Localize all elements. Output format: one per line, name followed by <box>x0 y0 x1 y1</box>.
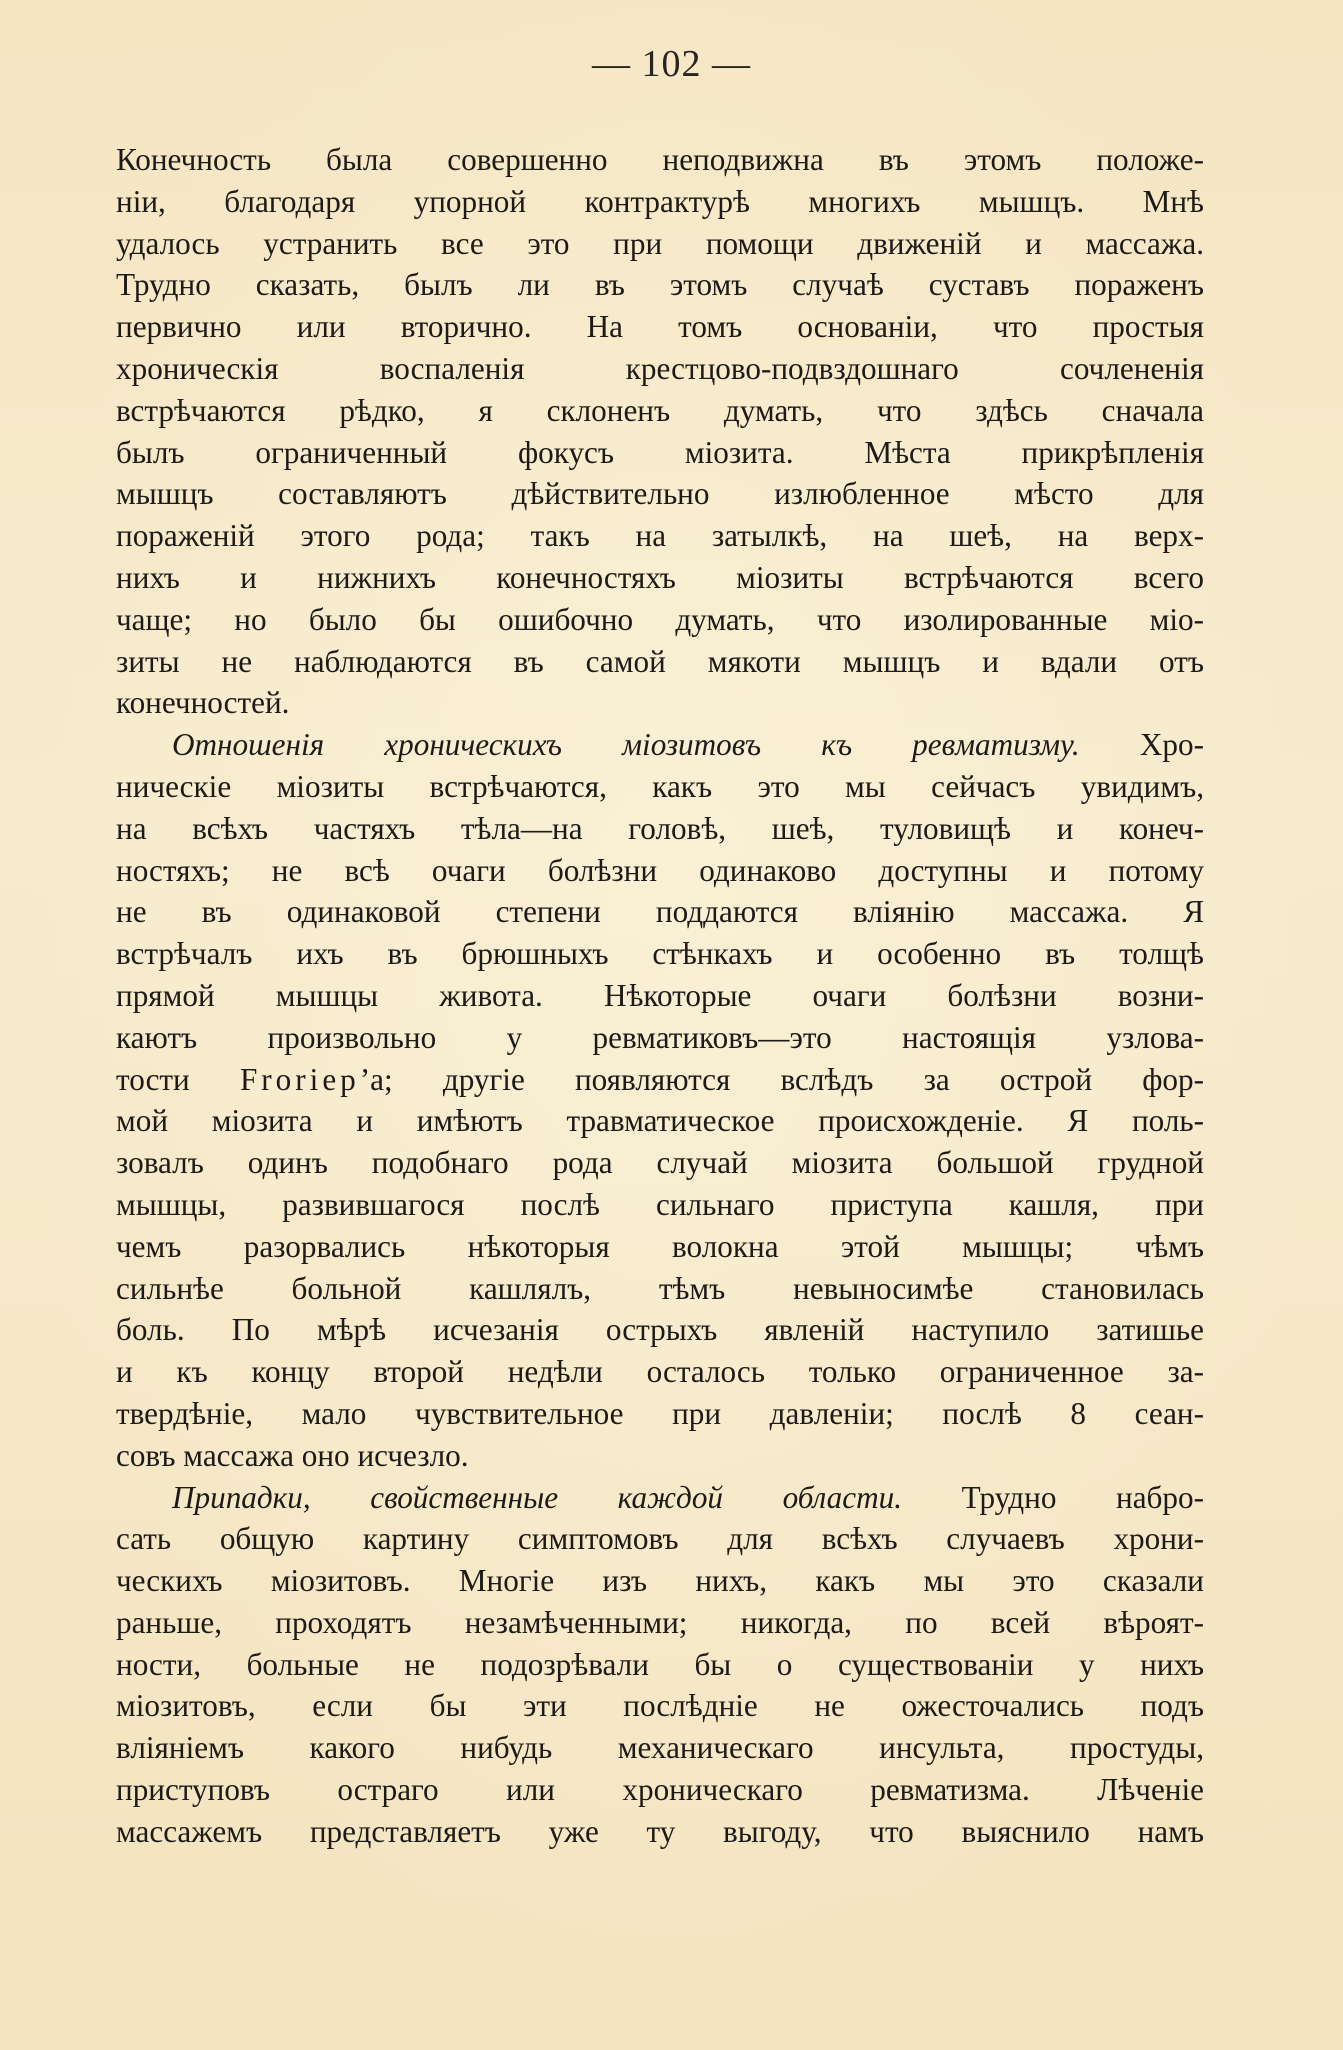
text-line: конечностей. <box>116 685 290 721</box>
text-line: твердѣніе, мало чувствительное при давленіи; послѣ 8 сеан- <box>116 1395 1204 1431</box>
text-line: ности, больные не подозрѣвали бы о существованіи у нихъ <box>116 1646 1204 1682</box>
text-line: Конечность была совершенно неподвижна въ этомъ положе- <box>116 142 1204 177</box>
text-line: удалось устранить все это при помощи движеній и массажа. <box>116 225 1204 261</box>
text-line: и къ концу второй недѣли осталось только ограниченное за- <box>116 1354 1204 1390</box>
text-line: встрѣчаются рѣдко, я склоненъ думать, что здѣсь сначала <box>116 392 1204 428</box>
paragraph-1 <box>116 139 1204 724</box>
text-line: не въ одинаковой степени поддаются вліянію массажа. Я <box>116 894 1204 930</box>
text-line: пораженій этого рода; такъ на затылкѣ, на шеѣ, на верх- <box>116 518 1204 554</box>
text-line: боль. По мѣрѣ исчезанія острыхъ явленій наступило затишье <box>116 1312 1204 1348</box>
text-fragment: тости <box>116 1061 240 1097</box>
text-line: массажемъ представляетъ уже ту выгоду, что выяснило намъ <box>116 1813 1204 1849</box>
body-text <box>116 139 1204 1853</box>
text-line: совъ массажа оно исчезло. <box>116 1437 469 1473</box>
text-line: зовалъ одинъ подобнаго рода случай міозита большой грудной <box>116 1145 1204 1181</box>
text-line: прямой мышцы живота. Нѣкоторые очаги болѣзни возни- <box>116 977 1204 1013</box>
text-line: міозитовъ, если бы эти послѣдніе не ожесточались подъ <box>116 1688 1204 1724</box>
text-line: приступовъ остраго или хроническаго ревматизма. Лѣченіе <box>116 1772 1204 1808</box>
paragraph-2 <box>116 724 1204 1476</box>
text-line <box>116 1059 1204 1101</box>
text-line: ніи, благодаря упорной контрактурѣ многихъ мышцъ. Мнѣ <box>116 183 1204 219</box>
text-line: каютъ произвольно у ревматиковъ—это настоящія узлова- <box>116 1019 1204 1055</box>
text-fragment: Хро- <box>1079 727 1204 763</box>
text-line <box>116 724 1204 766</box>
page-number: — 102 — <box>592 43 751 85</box>
text-fragment: Трудно набро- <box>902 1479 1204 1515</box>
text-line: вліяніемъ какого нибудь механическаго инсульта, простуды, <box>116 1730 1204 1766</box>
section-heading: Припадки, свойственные каждой области. <box>172 1479 903 1515</box>
text-line: встрѣчалъ ихъ въ брюшныхъ стѣнкахъ и особенно въ толщѣ <box>116 936 1204 972</box>
text-line: чемъ разорвались нѣкоторыя волокна этой мышцы; чѣмъ <box>116 1228 1204 1264</box>
text-line: мышцы, развившагося послѣ сильнаго приступа кашля, при <box>116 1186 1204 1222</box>
text-line: мой міозита и имѣютъ травматическое происхожденіе. Я поль- <box>116 1103 1204 1139</box>
text-line: первично или вторично. На томъ основаніи, что простыя <box>116 309 1204 345</box>
text-line: на всѣхъ частяхъ тѣла—на головѣ, шеѣ, туловищѣ и конеч- <box>116 810 1204 846</box>
text-line: ностяхъ; не всѣ очаги болѣзни одинаково доступны и потому <box>116 852 1204 888</box>
text-line: ническіе міозиты встрѣчаются, какъ это мы сейчасъ увидимъ, <box>116 768 1204 804</box>
text-line: сать общую картину симптомовъ для всѣхъ случаевъ хрони- <box>116 1521 1204 1557</box>
text-line: мышцъ составляютъ дѣйствительно излюбленное мѣсто для <box>116 476 1204 512</box>
text-line: хроническія воспаленія крестцово-подвздошнаго сочлененія <box>116 350 1204 386</box>
text-fragment: ’а; другіе появляются вслѣдъ за острой фор- <box>359 1061 1204 1097</box>
text-line: раньше, проходятъ незамѣченными; никогда, по всей вѣроят- <box>116 1604 1204 1640</box>
text-line: сильнѣе больной кашлялъ, тѣмъ невыносимѣе становилась <box>116 1270 1204 1306</box>
text-line: былъ ограниченный фокусъ міозита. Мѣста прикрѣпленія <box>116 434 1204 470</box>
text-line: нихъ и нижнихъ конечностяхъ міозиты встрѣчаются всего <box>116 559 1204 595</box>
text-line: зиты не наблюдаются въ самой мякоти мышцъ и вдали отъ <box>116 643 1204 679</box>
text-line <box>116 1477 1204 1519</box>
text-line: Трудно сказать, былъ ли въ этомъ случаѣ суставъ пораженъ <box>116 267 1204 303</box>
paragraph-3 <box>116 1477 1204 1853</box>
text-line: ческихъ міозитовъ. Многіе изъ нихъ, какъ мы это сказали <box>116 1563 1204 1599</box>
text-line: чаще; но было бы ошибочно думать, что изолированные міо- <box>116 601 1204 637</box>
section-heading: Отношенія хроническихъ міозитовъ къ ревматизму. <box>172 727 1080 763</box>
author-name: Froriep <box>239 1061 360 1097</box>
